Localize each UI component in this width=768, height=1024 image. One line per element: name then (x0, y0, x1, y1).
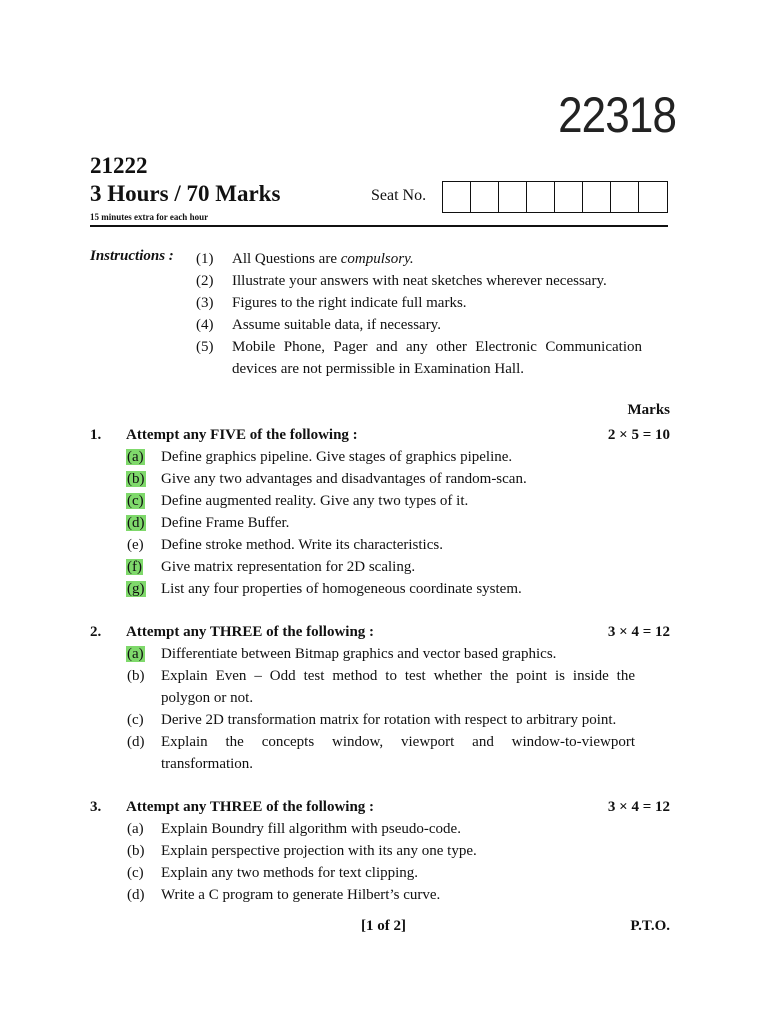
page-number: [1 of 2] (361, 918, 406, 934)
question-item (90, 840, 670, 862)
question-item (90, 468, 670, 490)
plain-letter: (b) (127, 668, 145, 684)
section-number: 2. (90, 624, 102, 640)
seat-box-cell (443, 182, 471, 212)
instruction-item (196, 336, 642, 358)
question-item (90, 731, 670, 753)
question-text: Derive 2D transformation matrix for rotation with respect to arbitrary point. (161, 712, 617, 728)
instruction-item (196, 292, 642, 314)
seat-box-cell (527, 182, 555, 212)
question-letter (126, 884, 161, 906)
seat-number-boxes (442, 181, 668, 213)
section-number: 1. (90, 427, 102, 443)
section-marks: 2 × 5 = 10 (607, 427, 670, 443)
question-letter (126, 643, 161, 665)
question-letter (126, 446, 161, 468)
question-letter (126, 490, 161, 512)
section-title: Attempt any THREE of the following : (126, 624, 375, 640)
question-text: Give any two advantages and disadvantages of random-scan. (161, 471, 527, 487)
question-item (90, 556, 670, 578)
plain-letter: (c) (127, 865, 144, 881)
question-item (90, 665, 670, 687)
question-text-continued: polygon or not. (161, 690, 254, 706)
instruction-number: (2) (196, 273, 214, 289)
question-section-2 (90, 621, 670, 775)
question-item (90, 578, 670, 600)
question-text: Define augmented reality. Give any two types of it. (161, 493, 469, 509)
instruction-number: (3) (196, 295, 214, 311)
question-item (90, 862, 670, 884)
question-item (90, 818, 670, 840)
instruction-number: (1) (196, 251, 214, 267)
question-letter (126, 840, 161, 862)
highlighted-letter: (a) (127, 449, 144, 465)
question-item (90, 534, 670, 556)
instruction-text: devices are not permissible in Examination Hall. (232, 361, 525, 377)
question-letter (126, 556, 161, 578)
section-marks: 3 × 4 = 12 (607, 624, 670, 640)
question-letter (126, 468, 161, 490)
question-item (90, 884, 670, 906)
question-letter (126, 862, 161, 884)
highlighted-letter: (d) (127, 515, 145, 531)
instruction-text (232, 248, 642, 270)
instruction-text-main: All Questions are (232, 251, 337, 267)
instruction-text: Mobile Phone, Pager and any other Electronic Communication (232, 339, 642, 355)
plain-letter: (e) (127, 537, 144, 553)
highlighted-letter: (g) (127, 581, 145, 597)
highlighted-letter: (a) (127, 646, 144, 662)
question-text: Explain the concepts window, viewport and window-to-viewport (161, 734, 635, 750)
plain-letter: (a) (127, 821, 144, 837)
section-marks: 3 × 4 = 12 (607, 799, 670, 815)
question-text: Give matrix representation for 2D scaling. (161, 559, 416, 575)
plain-letter: (d) (127, 734, 145, 750)
instruction-item (196, 248, 642, 270)
plain-letter: (c) (127, 712, 144, 728)
question-letter (126, 731, 161, 753)
paper-code: 22318 (558, 87, 676, 143)
question-letter (126, 818, 161, 840)
instruction-number-spacer (196, 358, 232, 380)
question-letter (126, 534, 161, 556)
instruction-number: (5) (196, 339, 214, 355)
extra-time-note: 15 minutes extra for each hour (90, 212, 209, 222)
section-title: Attempt any THREE of the following : (126, 799, 375, 815)
question-letter (126, 512, 161, 534)
question-letter (126, 578, 161, 600)
question-text: Write a C program to generate Hilbert’s curve. (161, 887, 441, 903)
instruction-text: Illustrate your answers with neat sketches wherever necessary. (232, 273, 607, 289)
question-item (90, 490, 670, 512)
question-text: Define Frame Buffer. (161, 515, 290, 531)
question-text-continued: transformation. (161, 756, 254, 772)
section-number: 3. (90, 799, 102, 815)
question-item (90, 446, 670, 468)
question-item (90, 512, 670, 534)
seat-box-cell (611, 182, 639, 212)
instruction-number: (4) (196, 317, 214, 333)
question-item (90, 709, 670, 731)
question-section-3 (90, 796, 670, 906)
exam-duration: 3 Hours / 70 Marks (90, 181, 281, 206)
instruction-text: Figures to the right indicate full marks. (232, 295, 467, 311)
question-text: Differentiate between Bitmap graphics and vector based graphics. (161, 646, 557, 662)
section-header (90, 424, 670, 446)
question-text: Define graphics pipeline. Give stages of graphics pipeline. (161, 449, 513, 465)
instruction-emphasis: compulsory. (340, 251, 414, 267)
question-text: Explain Even – Odd test method to test whether the point is inside the (161, 668, 635, 684)
marks-column-heading: Marks (627, 402, 670, 418)
seat-box-cell (499, 182, 527, 212)
question-letter (126, 709, 161, 731)
seat-box-cell (583, 182, 611, 212)
highlighted-letter: (f) (127, 559, 142, 575)
seat-number-label: Seat No. (371, 187, 427, 204)
question-letter (126, 665, 161, 687)
section-title: Attempt any FIVE of the following : (126, 427, 358, 443)
section-header (90, 621, 670, 643)
plain-letter: (d) (127, 887, 145, 903)
header-divider (90, 225, 668, 227)
question-text: Define stroke method. Write its characteristics. (161, 537, 443, 553)
instruction-item-continued (196, 358, 642, 380)
seat-box-cell (555, 182, 583, 212)
question-text: Explain any two methods for text clipping. (161, 865, 419, 881)
instructions-label: Instructions : (90, 248, 174, 264)
highlighted-letter: (c) (127, 493, 144, 509)
question-item (90, 643, 670, 665)
question-text: Explain perspective projection with its any one type. (161, 843, 477, 859)
question-text: Explain Boundry fill algorithm with pseudo-code. (161, 821, 461, 837)
instructions-list (196, 248, 642, 380)
instruction-text: Assume suitable data, if necessary. (232, 317, 441, 333)
seat-box-cell (639, 182, 667, 212)
highlighted-letter: (b) (127, 471, 145, 487)
question-text: List any four properties of homogeneous coordinate system. (161, 581, 522, 597)
instruction-item (196, 314, 642, 336)
question-section-1 (90, 424, 670, 600)
section-header (90, 796, 670, 818)
subject-code: 21222 (90, 153, 148, 178)
please-turn-over: P.T.O. (630, 918, 670, 934)
plain-letter: (b) (127, 843, 145, 859)
instruction-item (196, 270, 642, 292)
seat-box-cell (471, 182, 499, 212)
